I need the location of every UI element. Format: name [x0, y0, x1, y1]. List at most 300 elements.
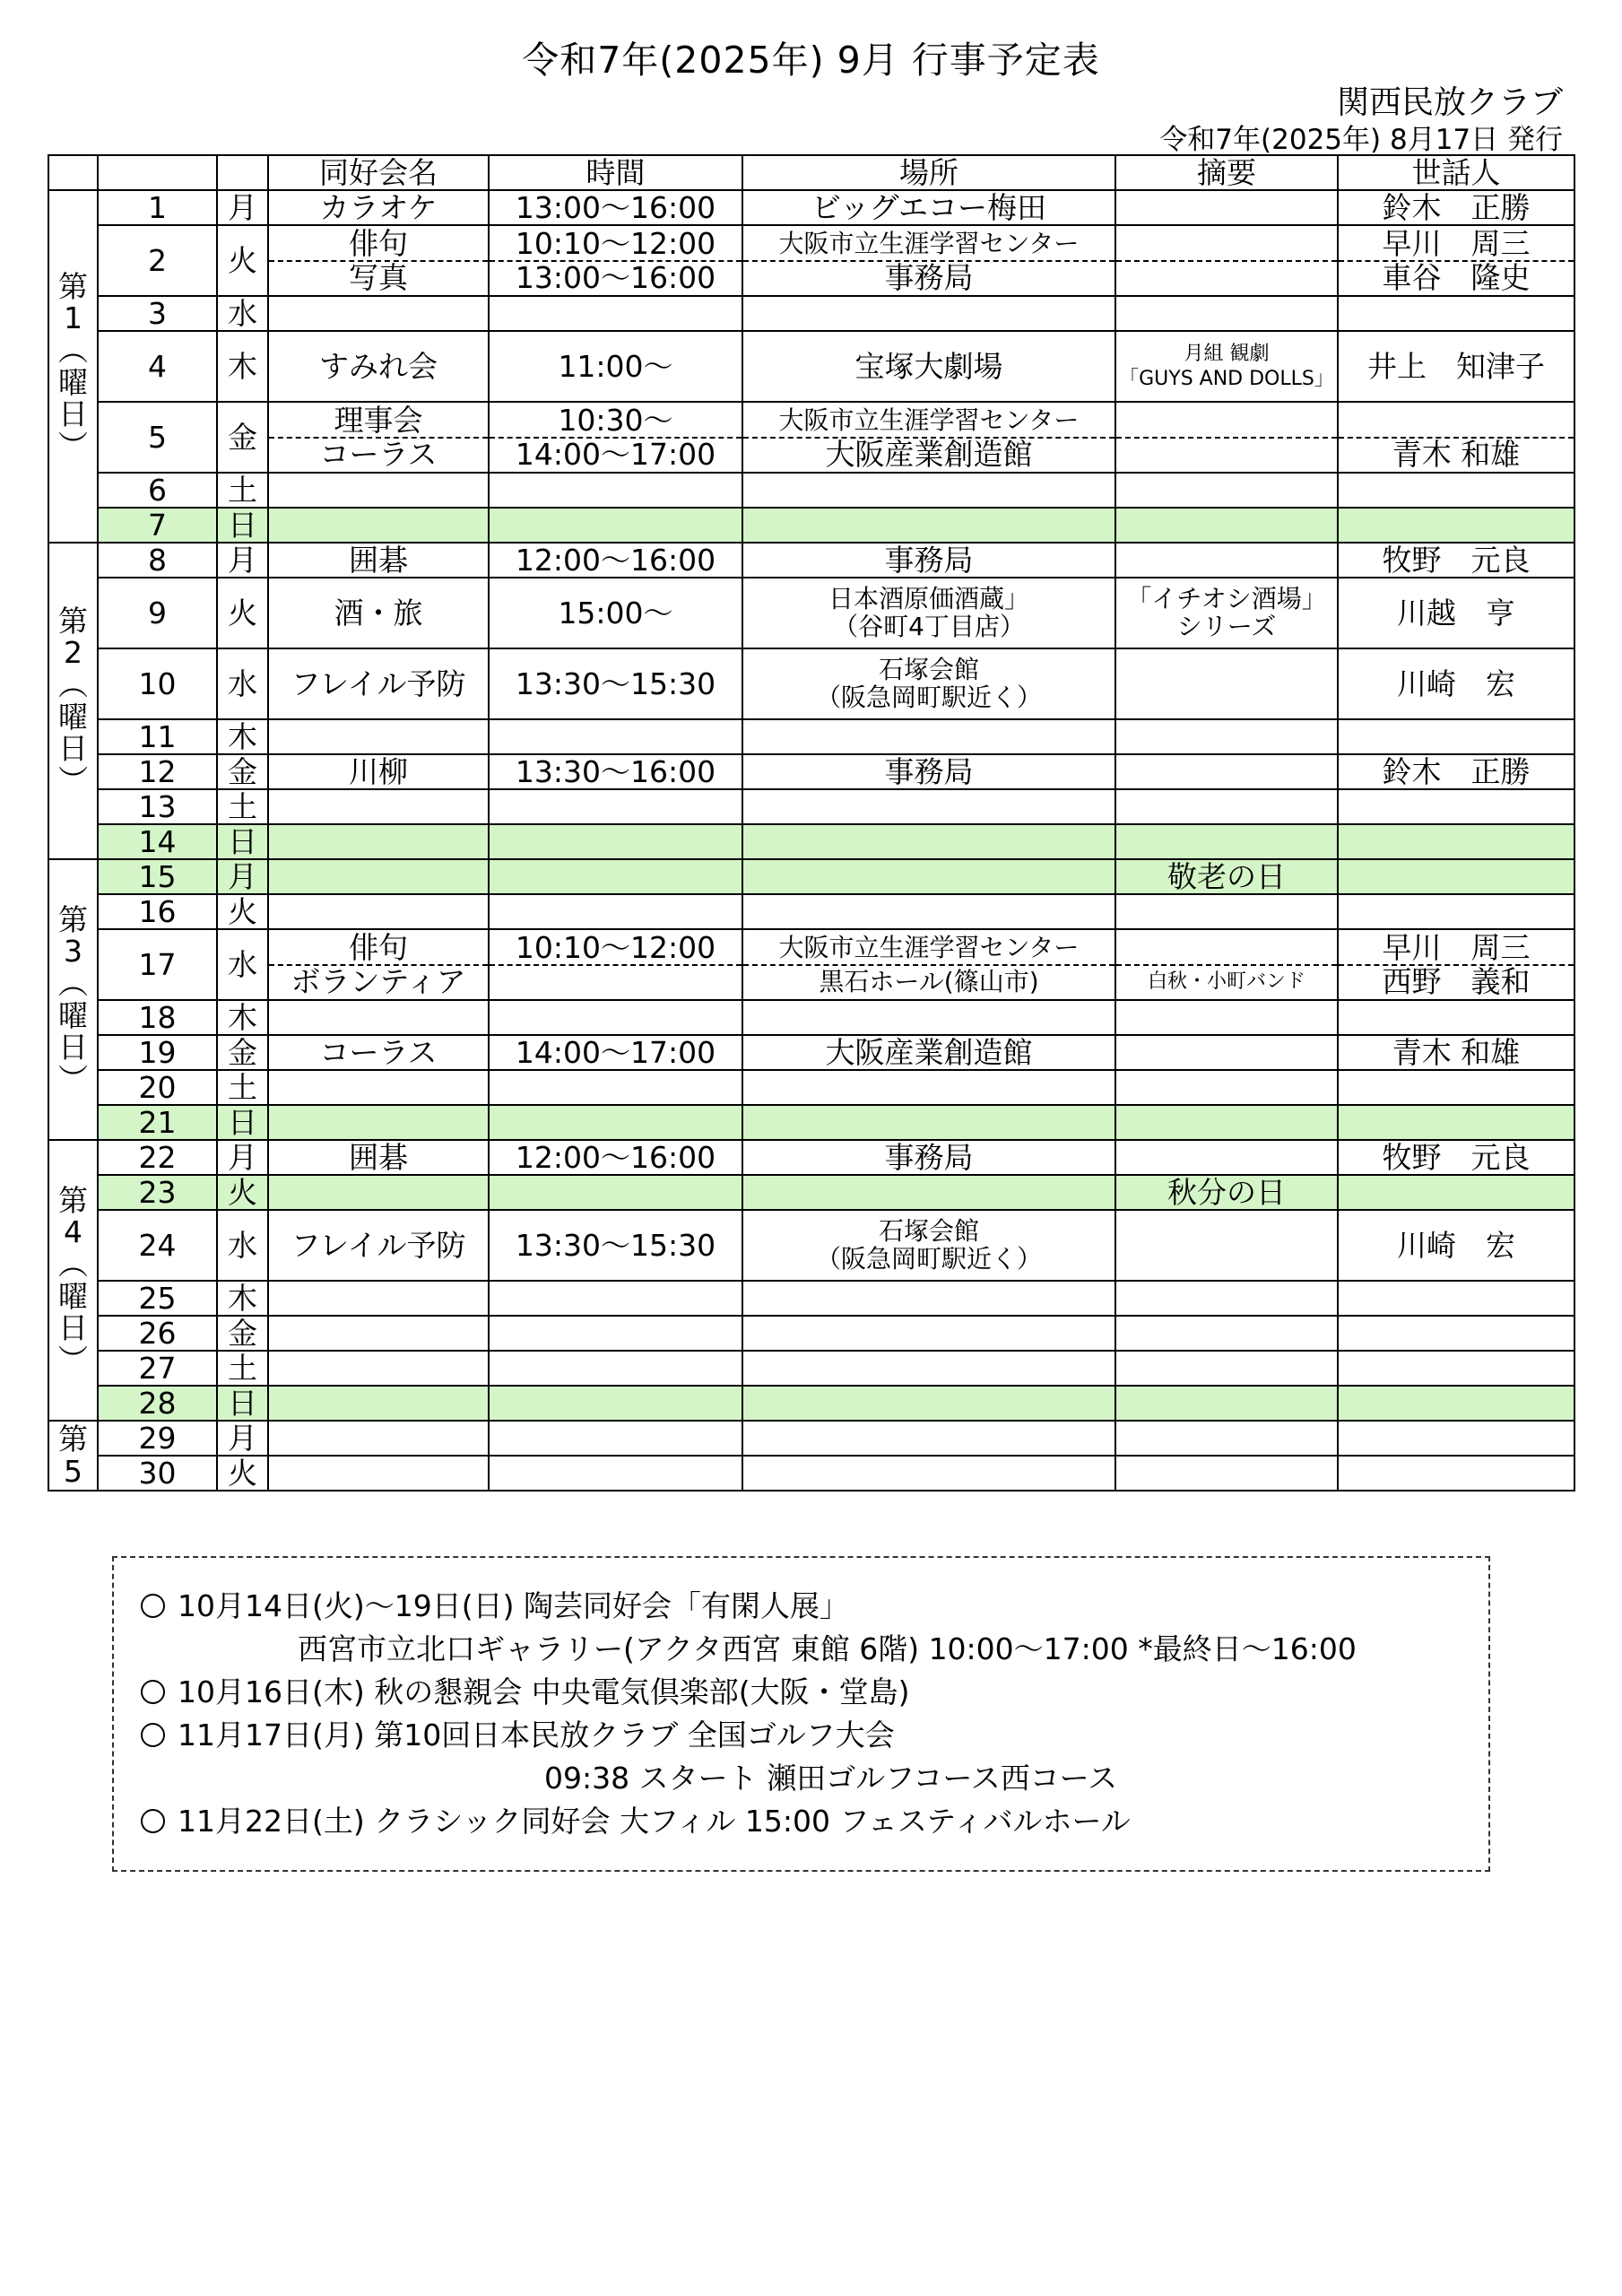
weekday-cell: 月 — [217, 543, 268, 578]
place-text: 事務局 — [884, 259, 974, 295]
note-cell — [1115, 508, 1338, 543]
note-text — [1116, 262, 1337, 294]
day-cell: 5 — [98, 402, 217, 473]
place-cell — [742, 1421, 1115, 1456]
host-cell — [1338, 1175, 1574, 1210]
table-row — [48, 1210, 1574, 1281]
time-cell — [489, 508, 742, 543]
week-label — [48, 543, 98, 859]
time-cell — [489, 1456, 742, 1491]
time-cell — [489, 578, 742, 648]
week-label-char: ︵ — [58, 1246, 88, 1282]
weekday-cell: 日 — [217, 508, 268, 543]
host-cell — [1338, 859, 1574, 894]
schedule-table — [48, 154, 1575, 1492]
col-time: 時間 — [489, 155, 742, 190]
host-cell — [1338, 1035, 1574, 1070]
time-text: 10:10〜12:00 — [490, 932, 742, 966]
note-cell — [1115, 1386, 1338, 1421]
club-text: コーラス — [319, 1035, 438, 1070]
day-cell: 19 — [98, 1035, 217, 1070]
note-item-detail: 09:38 スタート 瀬田ゴルフコース西コース — [544, 1761, 1118, 1796]
day-cell: 20 — [98, 1070, 217, 1105]
club-cell — [268, 1140, 489, 1175]
day-cell: 26 — [98, 1316, 217, 1351]
club-cell — [268, 1386, 489, 1421]
week-label-char: 曜 — [58, 997, 88, 1033]
place-cell — [742, 578, 1115, 648]
place-text: 事務局 — [884, 543, 974, 578]
day-cell: 10 — [98, 648, 217, 719]
table-row — [48, 1351, 1574, 1386]
note-cell — [1115, 859, 1338, 894]
note-item: 11月22日(土) クラシック同好会 大フィル 15:00 フェスティバルホール — [141, 1798, 1131, 1840]
note-cell — [1115, 929, 1338, 1000]
club-text: 囲碁 — [349, 543, 408, 578]
place-cell — [742, 1035, 1115, 1070]
table-row — [48, 402, 1574, 473]
club-cell — [268, 1456, 489, 1491]
note-text — [1116, 228, 1337, 262]
week-label-char: ︵ — [58, 332, 88, 368]
note-cell — [1115, 824, 1338, 859]
note-text: 月組 観劇 — [1184, 343, 1270, 365]
table-row — [48, 719, 1574, 754]
week-label-char: 第 — [58, 1422, 88, 1457]
day-cell: 23 — [98, 1175, 217, 1210]
club-cell — [268, 1210, 489, 1281]
place-text: 大阪産業創造館 — [825, 436, 1033, 472]
host-cell — [1338, 1421, 1574, 1456]
note-cell — [1115, 1105, 1338, 1140]
time-text: 13:30〜16:00 — [515, 754, 716, 789]
week-label-char: 日 — [58, 1030, 88, 1065]
week-label-char: ︵ — [58, 965, 88, 1001]
note-cell — [1115, 719, 1338, 754]
place-cell — [742, 648, 1115, 719]
place-cell — [742, 402, 1115, 473]
weekday-cell: 水 — [217, 648, 268, 719]
time-text: 13:00〜16:00 — [515, 259, 716, 295]
weekday-cell: 木 — [217, 1000, 268, 1035]
time-cell — [489, 1070, 742, 1105]
club-cell — [268, 929, 489, 1000]
host-text: 車谷 隆史 — [1382, 259, 1531, 295]
time-cell — [489, 1035, 742, 1070]
week-label-char: 4 — [64, 1214, 82, 1250]
place-text: （阪急岡町駅近く） — [815, 1243, 1042, 1274]
day-cell: 6 — [98, 473, 217, 508]
circle-bullet-icon — [141, 1680, 165, 1704]
weekday-cell: 木 — [217, 719, 268, 754]
week-label-char: 第 — [58, 603, 88, 639]
place-text: （阪急岡町駅近く） — [815, 682, 1042, 712]
week-label-char: 1 — [64, 300, 82, 336]
weekday-cell: 水 — [217, 296, 268, 331]
time-cell — [489, 648, 742, 719]
note-cell — [1115, 1035, 1338, 1070]
time-text: 12:00〜16:00 — [515, 1140, 716, 1175]
host-text: 早川 周三 — [1339, 932, 1574, 966]
note-cell — [1115, 1456, 1338, 1491]
place-cell — [742, 824, 1115, 859]
note-text — [1116, 404, 1337, 439]
day-cell: 4 — [98, 331, 217, 402]
host-cell — [1338, 543, 1574, 578]
place-text: ビッグエコー梅田 — [811, 190, 1047, 225]
note-cell — [1115, 1175, 1338, 1210]
week-label-char: 第 — [58, 268, 88, 304]
place-cell — [742, 754, 1115, 789]
day-cell: 27 — [98, 1351, 217, 1386]
note-cell — [1115, 894, 1338, 929]
note-cell — [1115, 789, 1338, 824]
day-cell: 1 — [98, 190, 217, 225]
note-item: 10月16日(木) 秋の懇親会 中央電気倶楽部(大阪・堂島) — [141, 1669, 909, 1711]
week-label-char: 3 — [64, 934, 82, 970]
time-text: 10:10〜12:00 — [490, 228, 742, 262]
place-text: 大阪市立生涯学習センター — [743, 404, 1115, 439]
club-text: 川柳 — [349, 754, 408, 789]
day-cell: 29 — [98, 1421, 217, 1456]
note-cell — [1115, 296, 1338, 331]
club-text: 囲碁 — [349, 1140, 408, 1175]
week-label — [48, 1421, 98, 1491]
circle-bullet-icon — [141, 1594, 165, 1618]
col-club: 同好会名 — [268, 155, 489, 190]
day-cell: 24 — [98, 1210, 217, 1281]
host-cell — [1338, 789, 1574, 824]
host-text: 鈴木 正勝 — [1382, 190, 1531, 225]
day-cell: 22 — [98, 1140, 217, 1175]
week-label — [48, 859, 98, 1140]
host-cell — [1338, 1105, 1574, 1140]
note-cell — [1115, 1070, 1338, 1105]
page-title: 令和7年(2025年) 9月 行事予定表 — [522, 39, 1100, 82]
week-label — [48, 1140, 98, 1421]
table-row — [48, 578, 1574, 648]
time-text: 10:30〜 — [490, 404, 742, 439]
weekday-cell: 水 — [217, 929, 268, 1000]
weekday-cell: 火 — [217, 894, 268, 929]
place-text: 事務局 — [884, 754, 974, 789]
weekday-cell: 火 — [217, 1456, 268, 1491]
col-place: 場所 — [742, 155, 1115, 190]
weekday-cell: 月 — [217, 1421, 268, 1456]
place-cell — [742, 473, 1115, 508]
place-cell — [742, 1210, 1115, 1281]
note-text: 白秋・小町バンド — [1147, 970, 1305, 993]
day-cell: 28 — [98, 1386, 217, 1421]
table-row — [48, 1456, 1574, 1491]
weekday-cell: 月 — [217, 190, 268, 225]
day-cell: 16 — [98, 894, 217, 929]
club-text: すみれ会 — [319, 348, 438, 384]
weekday-cell: 日 — [217, 1105, 268, 1140]
host-text: 牧野 元良 — [1382, 1140, 1531, 1175]
week-label-char: ︶ — [58, 762, 88, 798]
time-cell — [489, 1316, 742, 1351]
time-text: 13:00〜16:00 — [515, 190, 716, 225]
note-cell — [1115, 754, 1338, 789]
table-row — [48, 859, 1574, 894]
host-text: 青木 和雄 — [1392, 436, 1521, 472]
week-label-char: ︶ — [58, 1342, 88, 1378]
time-text: 11:00〜 — [558, 348, 673, 384]
week-label-char: 曜 — [58, 364, 88, 400]
place-cell — [742, 225, 1115, 296]
place-text: 事務局 — [884, 1140, 974, 1175]
day-cell: 12 — [98, 754, 217, 789]
time-text — [490, 966, 742, 998]
host-text: 西野 義和 — [1382, 963, 1531, 999]
club-cell — [268, 824, 489, 859]
note-cell — [1115, 578, 1338, 648]
time-cell — [489, 190, 742, 225]
weekday-cell: 日 — [217, 1386, 268, 1421]
day-cell: 11 — [98, 719, 217, 754]
table-row — [48, 190, 1574, 225]
week-label-char: 5 — [64, 1454, 82, 1489]
host-cell — [1338, 1351, 1574, 1386]
club-text: 写真 — [349, 259, 408, 295]
place-cell — [742, 1316, 1115, 1351]
issue-date: 令和7年(2025年) 8月17日 発行 — [1159, 124, 1563, 156]
place-cell — [742, 508, 1115, 543]
weekday-cell: 火 — [217, 1175, 268, 1210]
weekday-cell: 土 — [217, 789, 268, 824]
time-text: 14:00〜17:00 — [515, 1035, 716, 1070]
host-cell — [1338, 1070, 1574, 1105]
table-row — [48, 1421, 1574, 1456]
table-row — [48, 1281, 1574, 1316]
host-cell — [1338, 824, 1574, 859]
weekday-cell: 金 — [217, 1035, 268, 1070]
notes-box — [112, 1556, 1490, 1872]
club-cell — [268, 1105, 489, 1140]
place-text: 大阪産業創造館 — [825, 1035, 1033, 1070]
place-text: 大阪市立生涯学習センター — [743, 932, 1115, 966]
time-cell — [489, 859, 742, 894]
table-row — [48, 1175, 1574, 1210]
note-text — [1116, 932, 1337, 966]
host-cell — [1338, 225, 1574, 296]
time-cell — [489, 225, 742, 296]
host-cell — [1338, 1000, 1574, 1035]
weekday-cell: 火 — [217, 578, 268, 648]
club-text: ボランティア — [291, 963, 466, 999]
time-cell — [489, 1386, 742, 1421]
note-cell — [1115, 1421, 1338, 1456]
weekday-cell: 土 — [217, 1070, 268, 1105]
host-cell — [1338, 1456, 1574, 1491]
place-cell — [742, 1070, 1115, 1105]
club-cell — [268, 754, 489, 789]
day-cell: 3 — [98, 296, 217, 331]
club-cell — [268, 331, 489, 402]
club-text: 理事会 — [269, 404, 488, 439]
place-cell — [742, 1105, 1115, 1140]
host-cell — [1338, 719, 1574, 754]
week-label-char: 第 — [58, 1182, 88, 1218]
weekday-cell: 水 — [217, 1210, 268, 1281]
host-cell — [1338, 1210, 1574, 1281]
weekday-cell: 土 — [217, 473, 268, 508]
table-row — [48, 1000, 1574, 1035]
weekday-cell: 月 — [217, 1140, 268, 1175]
table-row — [48, 894, 1574, 929]
club-cell — [268, 1175, 489, 1210]
table-row — [48, 543, 1574, 578]
club-text: コーラス — [319, 436, 438, 472]
host-cell — [1338, 296, 1574, 331]
day-cell: 21 — [98, 1105, 217, 1140]
table-row — [48, 225, 1574, 296]
club-cell — [268, 225, 489, 296]
week-label-char: 曜 — [58, 699, 88, 735]
host-cell — [1338, 754, 1574, 789]
time-cell — [489, 1000, 742, 1035]
note-cell — [1115, 1281, 1338, 1316]
day-cell: 8 — [98, 543, 217, 578]
note-cell — [1115, 190, 1338, 225]
note-item: 11月17日(月) 第10回日本民放クラブ 全国ゴルフ大会 — [141, 1712, 895, 1754]
place-text: 石塚会館 — [878, 655, 979, 685]
time-cell — [489, 824, 742, 859]
place-cell — [742, 789, 1115, 824]
time-cell — [489, 789, 742, 824]
note-text: 「GUYS AND DOLLS」 — [1119, 367, 1334, 390]
day-cell: 14 — [98, 824, 217, 859]
place-cell — [742, 1386, 1115, 1421]
table-row — [48, 824, 1574, 859]
club-cell — [268, 543, 489, 578]
host-cell — [1338, 508, 1574, 543]
place-cell — [742, 190, 1115, 225]
week-label-char: 曜 — [58, 1278, 88, 1314]
week-label-char: 日 — [58, 396, 88, 432]
day-cell: 18 — [98, 1000, 217, 1035]
host-cell — [1338, 402, 1574, 473]
host-cell — [1338, 578, 1574, 648]
host-text — [1339, 404, 1574, 439]
table-row — [48, 1070, 1574, 1105]
col-dow — [217, 155, 268, 190]
weekday-cell: 金 — [217, 754, 268, 789]
note-cell — [1115, 1351, 1338, 1386]
table-row — [48, 1105, 1574, 1140]
club-cell — [268, 648, 489, 719]
day-cell: 7 — [98, 508, 217, 543]
host-text: 川越 亨 — [1397, 595, 1515, 631]
note-cell — [1115, 1000, 1338, 1035]
day-cell: 17 — [98, 929, 217, 1000]
time-cell — [489, 1140, 742, 1175]
host-text: 早川 周三 — [1339, 228, 1574, 262]
time-cell — [489, 754, 742, 789]
note-cell — [1115, 1316, 1338, 1351]
note-cell — [1115, 1140, 1338, 1175]
note-text — [1116, 439, 1337, 471]
club-cell — [268, 1000, 489, 1035]
note-item-detail: 西宮市立北口ギャラリー(アクタ西宮 東館 6階) 10:00〜17:00 *最終日〜16:00 — [298, 1631, 1357, 1666]
place-cell — [742, 1351, 1115, 1386]
day-cell: 30 — [98, 1456, 217, 1491]
note-text: シリーズ — [1176, 611, 1277, 641]
weekday-cell: 日 — [217, 824, 268, 859]
time-cell — [489, 929, 742, 1000]
note-cell — [1115, 543, 1338, 578]
weekday-cell: 金 — [217, 402, 268, 473]
time-text: 13:30〜15:30 — [515, 665, 716, 701]
host-cell — [1338, 929, 1574, 1000]
time-cell — [489, 1351, 742, 1386]
place-cell — [742, 543, 1115, 578]
circle-bullet-icon — [141, 1723, 165, 1747]
note-cell — [1115, 648, 1338, 719]
time-text: 15:00〜 — [558, 595, 673, 631]
note-cell — [1115, 473, 1338, 508]
place-cell — [742, 1000, 1115, 1035]
note-cell — [1115, 225, 1338, 296]
time-cell — [489, 1281, 742, 1316]
host-cell — [1338, 1316, 1574, 1351]
week-label-char: 日 — [58, 1310, 88, 1346]
place-text: 宝塚大劇場 — [854, 348, 1003, 384]
place-text: 大阪市立生涯学習センター — [743, 228, 1115, 262]
club-cell — [268, 894, 489, 929]
place-cell — [742, 719, 1115, 754]
place-cell — [742, 929, 1115, 1000]
club-cell — [268, 1070, 489, 1105]
week-label-char: 2 — [64, 635, 82, 671]
weekday-cell: 月 — [217, 859, 268, 894]
club-cell — [268, 296, 489, 331]
host-text: 青木 和雄 — [1392, 1035, 1521, 1070]
time-text: 14:00〜17:00 — [515, 436, 716, 472]
table-row — [48, 331, 1574, 402]
organization-name: 関西民放クラブ — [1336, 84, 1563, 121]
col-week — [48, 155, 98, 190]
place-cell — [742, 1281, 1115, 1316]
place-text: 石塚会館 — [878, 1216, 979, 1247]
place-cell — [742, 859, 1115, 894]
table-row — [48, 929, 1574, 1000]
day-cell: 15 — [98, 859, 217, 894]
club-cell — [268, 859, 489, 894]
place-text: 黒石ホール(篠山市) — [819, 966, 1039, 996]
club-text: 俳句 — [269, 932, 488, 966]
table-row — [48, 1316, 1574, 1351]
host-text: 川崎 宏 — [1397, 1227, 1515, 1263]
time-text: 12:00〜16:00 — [515, 543, 716, 578]
day-cell: 25 — [98, 1281, 217, 1316]
place-text: 日本酒原価酒蔵」 — [828, 584, 1029, 614]
club-text: カラオケ — [319, 190, 438, 225]
time-cell — [489, 296, 742, 331]
col-host: 世話人 — [1338, 155, 1574, 190]
place-cell — [742, 296, 1115, 331]
table-row — [48, 1035, 1574, 1070]
host-text: 井上 知津子 — [1367, 348, 1545, 384]
club-cell — [268, 473, 489, 508]
week-label-char: ︶ — [58, 1061, 88, 1097]
time-cell — [489, 719, 742, 754]
club-cell — [268, 789, 489, 824]
table-row — [48, 789, 1574, 824]
host-cell — [1338, 894, 1574, 929]
header-row — [48, 155, 1574, 190]
